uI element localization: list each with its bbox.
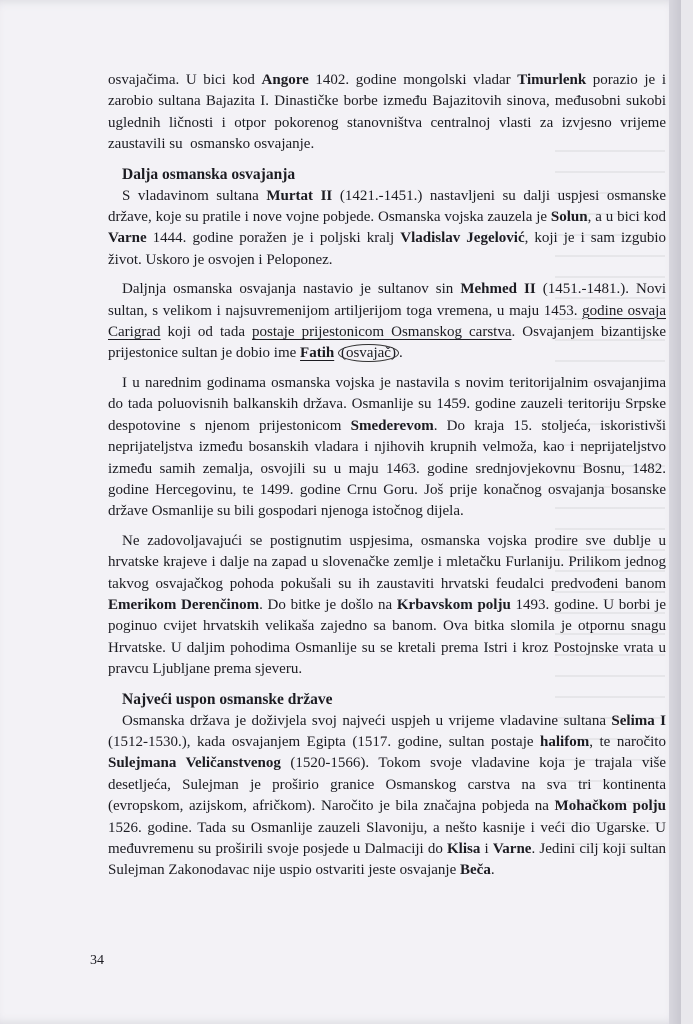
paragraph: Daljnja osmanska osvajanja nastavio je sultanov sin Mehmed II (1451.-1481.). Novi sultan, s velikom i najsuvremenijom artiljerijom toga vremena, u maju 1453. godine osvaja Carigrad koji od tada postaje prijestonicom Osmanskog carstva. Osvajanjem bizantijske prijestonice sultan je dobio ime Fatih (osvajač) . xyxy=(108,281,666,362)
paragraph: Osmanska država je doživjela svoj najveći uspjeh u vrijeme vladavine sultana Selima I (1512-1530.), kada osvajanjem Egipta (1517. godine, sultan postaje halifom, te naročito Sulejmana Veličanstvenog (1520-1566). Tokom svoje vladavine koja je trajala više desetljeća, Sulejman je proširio granice Osmanskog carstva na sva tri kontinenta (evropskom, azijskom, afričkom). Naročito je bila značajna pobjeda na Mohačkom polju 1526. godine. Tada su Osmanlije zauzeli Slavoniju, a nešto kasnije i veći dio Ugarske. U međuvremenu su proširili svoje posjede u Dalmaciji do Klisa i Varne. Jedini cilj koji sultan Sulejman Zakonodavac nije uspio ostvariti jeste osvajanje Beča. xyxy=(108,712,667,879)
paragraph: S vladavinom sultana Murtat II (1421.-1451.) nastavljeni su dalji uspjesi osmanske države, koje su pratile i nove vojne pobjede. Osmanska vojska zauzela je Solun, a u bici kod Varne 1444. godine poražen je i poljski kralj Vladislav Jegelović, koji je i sam izgubio život. Uskoro je osvojen i Peloponez. xyxy=(108,187,667,268)
page-number: 34 xyxy=(90,953,104,968)
paragraph: Ne zadovoljavajući se postignutim uspjesima, osmanska vojska prodire sve dublje u hrvatske krajeve i dalje na zapad u slovenačke zemlje i mletačku Furlaniju. Prilikom jednog takvog osvajačkog pohoda pokušali su ih zaustaviti hrvatski feudalci predvođeni banom Emerikom Derenčinom. Do bitke je došlo na Krbavskom polju 1493. godine. U borbi je poginuo cvijet hrvatskih velikaša zajedno sa banom. Ova bitka slomila je otpornu snagu Hrvatske. U daljim pohodima Osmanlije su se kretali prema Istri i kroz Postojnske vrata u pravcu Ljubljane prema sjeveru. xyxy=(108,532,666,678)
section-heading: Dalja osmanska osvajanja xyxy=(122,165,296,183)
page-edge xyxy=(669,0,681,1024)
body-text xyxy=(108,70,666,890)
section-heading: Najveći uspon osmanske države xyxy=(122,690,333,708)
paragraph: I u narednim godinama osmanska vojska je nastavila s novim teritorijalnim osvajanjima do tada poluovisnih balkanskih država. Osmanlije su 1459. godine zauzeli teritoriju Srpske despotovine s njenom prijestonicom Smederevom. Do kraja 15. stoljeća, iskoristivši neprijateljstva između bosanskih vladara i njihovih krupnih velmoža, kao i neprijateljstvo između samih zemalja, osvojili su u maju 1463. godine srednjovjekovnu Bosnu, 1482. godine Hercegovinu, te 1499. godine Crnu Goru. Još prije konačnog osvajanja bosanske države Osmanlije su bili gospodari njenoga istočnog dijela. xyxy=(108,374,667,520)
paragraph: osvajačima. U bici kod Angore 1402. godine mongolski vladar Timurlenk porazio je i zarobio sultana Bajazita I. Dinastičke borbe između Bajazitovih sinova, međusobni sukobi uglednih ličnosti i otpor pokorenog stanovništva centralnoj vlasti za izvjesno vrijeme zaustavili su osmansko osvajanje. xyxy=(108,72,666,153)
